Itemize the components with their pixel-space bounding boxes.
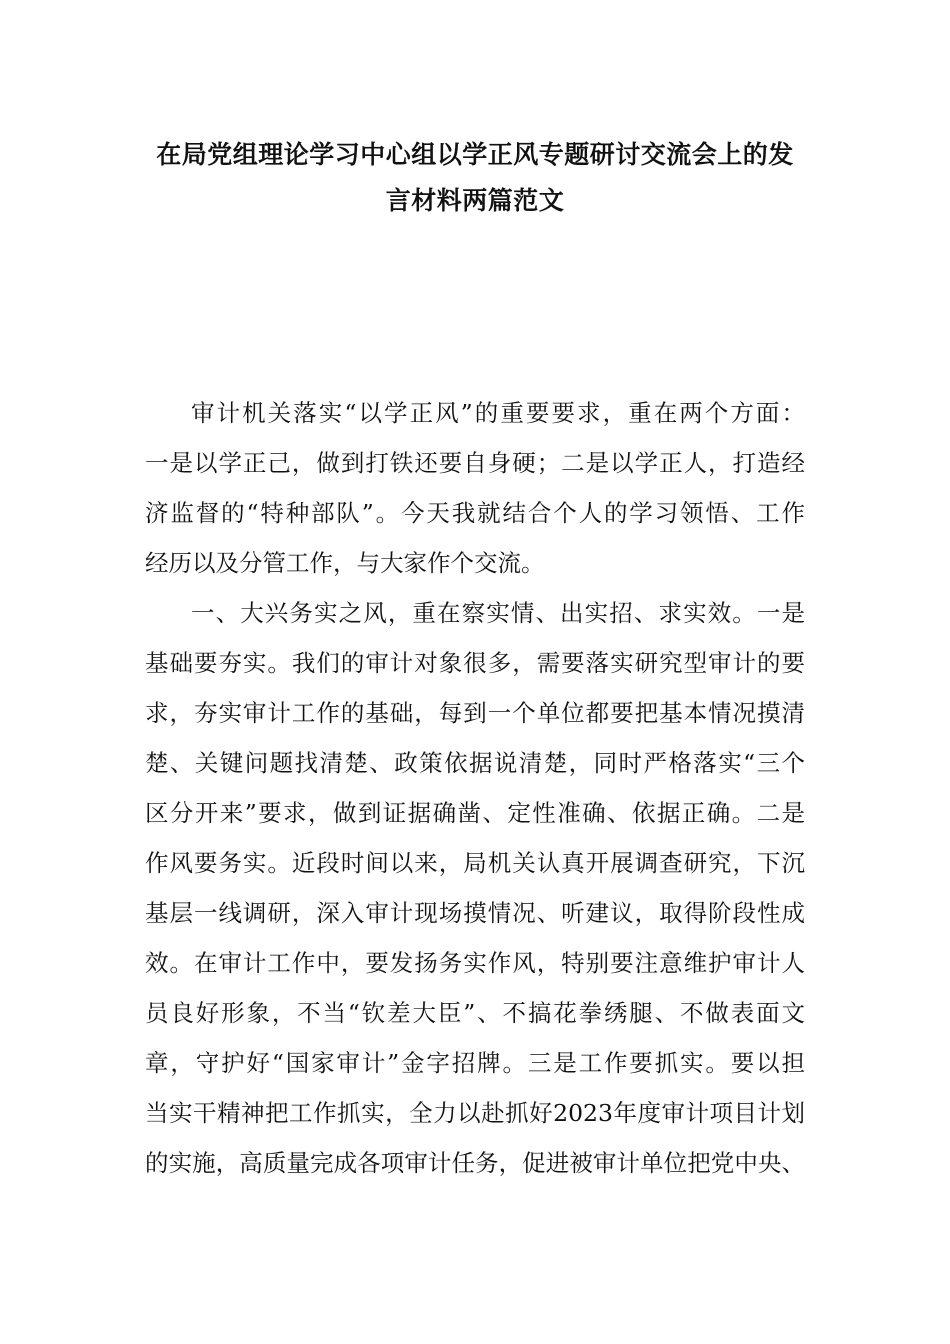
paragraph-line: 当实干精神把工作抓实，全力以赴抓好2023年度审计项目计划: [145, 1099, 805, 1127]
paragraph-line: 的实施，高质量完成各项审计任务，促进被审计单位把党中央、: [145, 1149, 805, 1177]
paragraph-line: 作风要务实。近段时间以来，局机关认真开展调查研究，下沉: [145, 849, 805, 877]
paragraph-2: [145, 588, 805, 1188]
paragraph-line: 区分开来”要求，做到证据确凿、定性准确、依据正确。二是: [145, 799, 805, 827]
paragraph-line: 经历以及分管工作，与大家作个交流。: [145, 549, 545, 577]
paragraph-line: 一、大兴务实之风，重在察实情、出实招、求实效。一是: [191, 599, 805, 627]
title-line-2: 言材料两篇范文: [385, 186, 565, 215]
paragraph-line: 一是以学正己，做到打铁还要自身硬；二是以学正人，打造经: [145, 449, 805, 477]
paragraph-line: 章，守护好“国家审计”金字招牌。三是工作要抓实。要以担: [145, 1049, 805, 1077]
paragraph-line: 效。在审计工作中，要发扬务实作风，特别要注意维护审计人: [145, 949, 805, 977]
title-line-1: 在局党组理论学习中心组以学正风专题研讨交流会上的发: [156, 140, 794, 169]
document-body: [145, 388, 805, 1188]
paragraph-1: [145, 388, 805, 588]
paragraph-line: 楚、关键问题找清楚、政策依据说清楚，同时严格落实“三个: [145, 749, 805, 777]
document-title: [140, 132, 810, 224]
paragraph-line: 基层一线调研，深入审计现场摸情况、听建议，取得阶段性成: [145, 899, 805, 927]
paragraph-line: 基础要夯实。我们的审计对象很多，需要落实研究型审计的要: [145, 649, 805, 677]
paragraph-line: 员良好形象，不当“钦差大臣”、不搞花拳绣腿、不做表面文: [145, 999, 805, 1027]
paragraph-line: 济监督的“特种部队”。今天我就结合个人的学习领悟、工作: [145, 499, 805, 527]
paragraph-line: 审计机关落实“以学正风”的重要要求，重在两个方面：: [191, 399, 805, 427]
paragraph-line: 求，夯实审计工作的基础，每到一个单位都要把基本情况摸清: [145, 699, 805, 727]
